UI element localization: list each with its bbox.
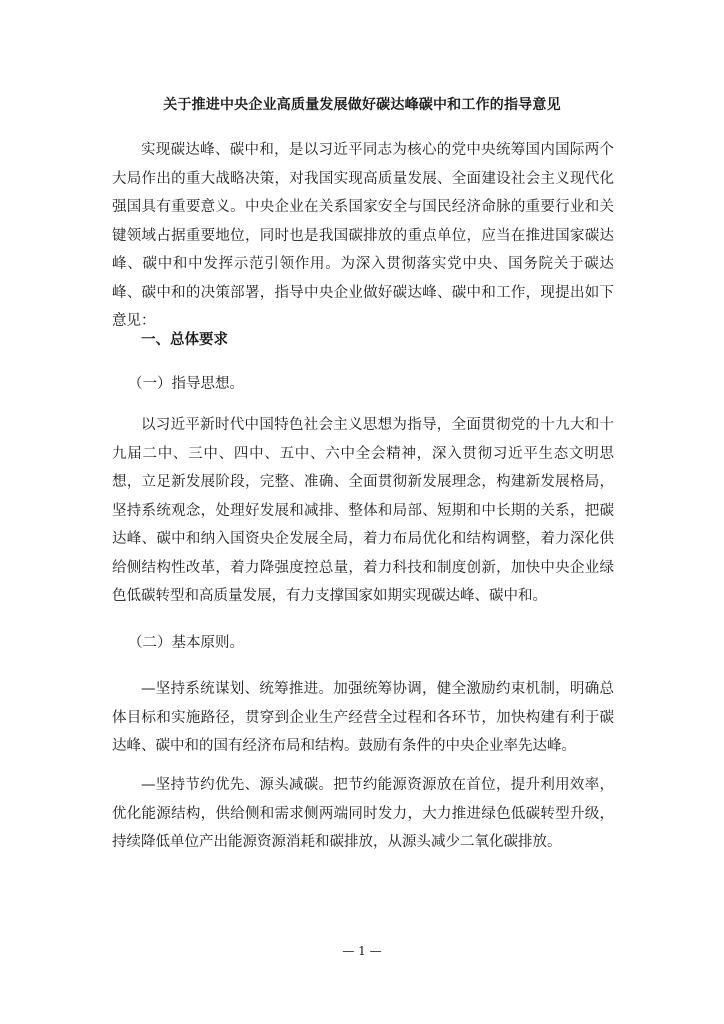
subsection-heading-guiding-thought: （一）指导思想。: [128, 376, 244, 392]
principle-paragraph: —坚持节约优先、源头减碳。把节约能源资源放在首位，提升利用效率，优化能源结构，供给侧和需求侧两端同时发力，大力推进绿色低碳转型升级，持续降低单位产出能源资源消耗和碳排放，从源头减少二氧化碳排放。: [112, 777, 614, 850]
subsection-heading-basic-principles: （二）基本原则。: [128, 635, 244, 651]
section-heading: 一、总体要求: [141, 332, 228, 348]
intro-paragraph: 实现碳达峰、碳中和，是以习近平同志为核心的党中央统筹国内国际两个大局作出的重大战略决策，对我国实现高质量发展、全面建设社会主义现代化强国具有重要意义。中央企业在关系国家安全与国民经济命脉的重要行业和关键领域占据重要地位，同时也是我国碳排放的重点单位，应当在推进国家碳达峰、碳中和中发挥示范引领作用。为深入贯彻落实党中央、国务院关于碳达峰、碳中和的决策部署，指导中央企业做好碳达峰、碳中和工作，现提出如下意见：: [112, 142, 614, 329]
guiding-thought-paragraph: 以习近平新时代中国特色社会主义思想为指导，全面贯彻党的十九大和十九届二中、三中、四中、五中、六中全会精神，深入贯彻习近平生态文明思想，立足新发展阶段，完整、准确、全面贯彻新发展理念，构建新发展格局，坚持系统观念，处理好发展和减排、整体和局部、短期和中长期的关系，把碳达峰、碳中和纳入国资央企发展全局，着力布局优化和结构调整，着力深化供给侧结构性改革，着力降强度控总量，着力科技和制度创新，加快中央企业绿色低碳转型和高质量发展，有力支撑国家如期实现碳达峰、碳中和。: [112, 417, 614, 604]
principle-paragraph: —坚持系统谋划、统筹推进。加强统筹协调，健全激励约束机制，明确总体目标和实施路径，贯穿到企业生产经营全过程和各环节，加快构建有利于碳达峰、碳中和的国有经济布局和结构。鼓励有条件的中央企业率先达峰。: [112, 681, 614, 754]
document-title: 关于推进中央企业高质量发展做好碳达峰碳中和工作的指导意见: [163, 97, 561, 113]
page-number: — 1 —: [342, 944, 382, 958]
